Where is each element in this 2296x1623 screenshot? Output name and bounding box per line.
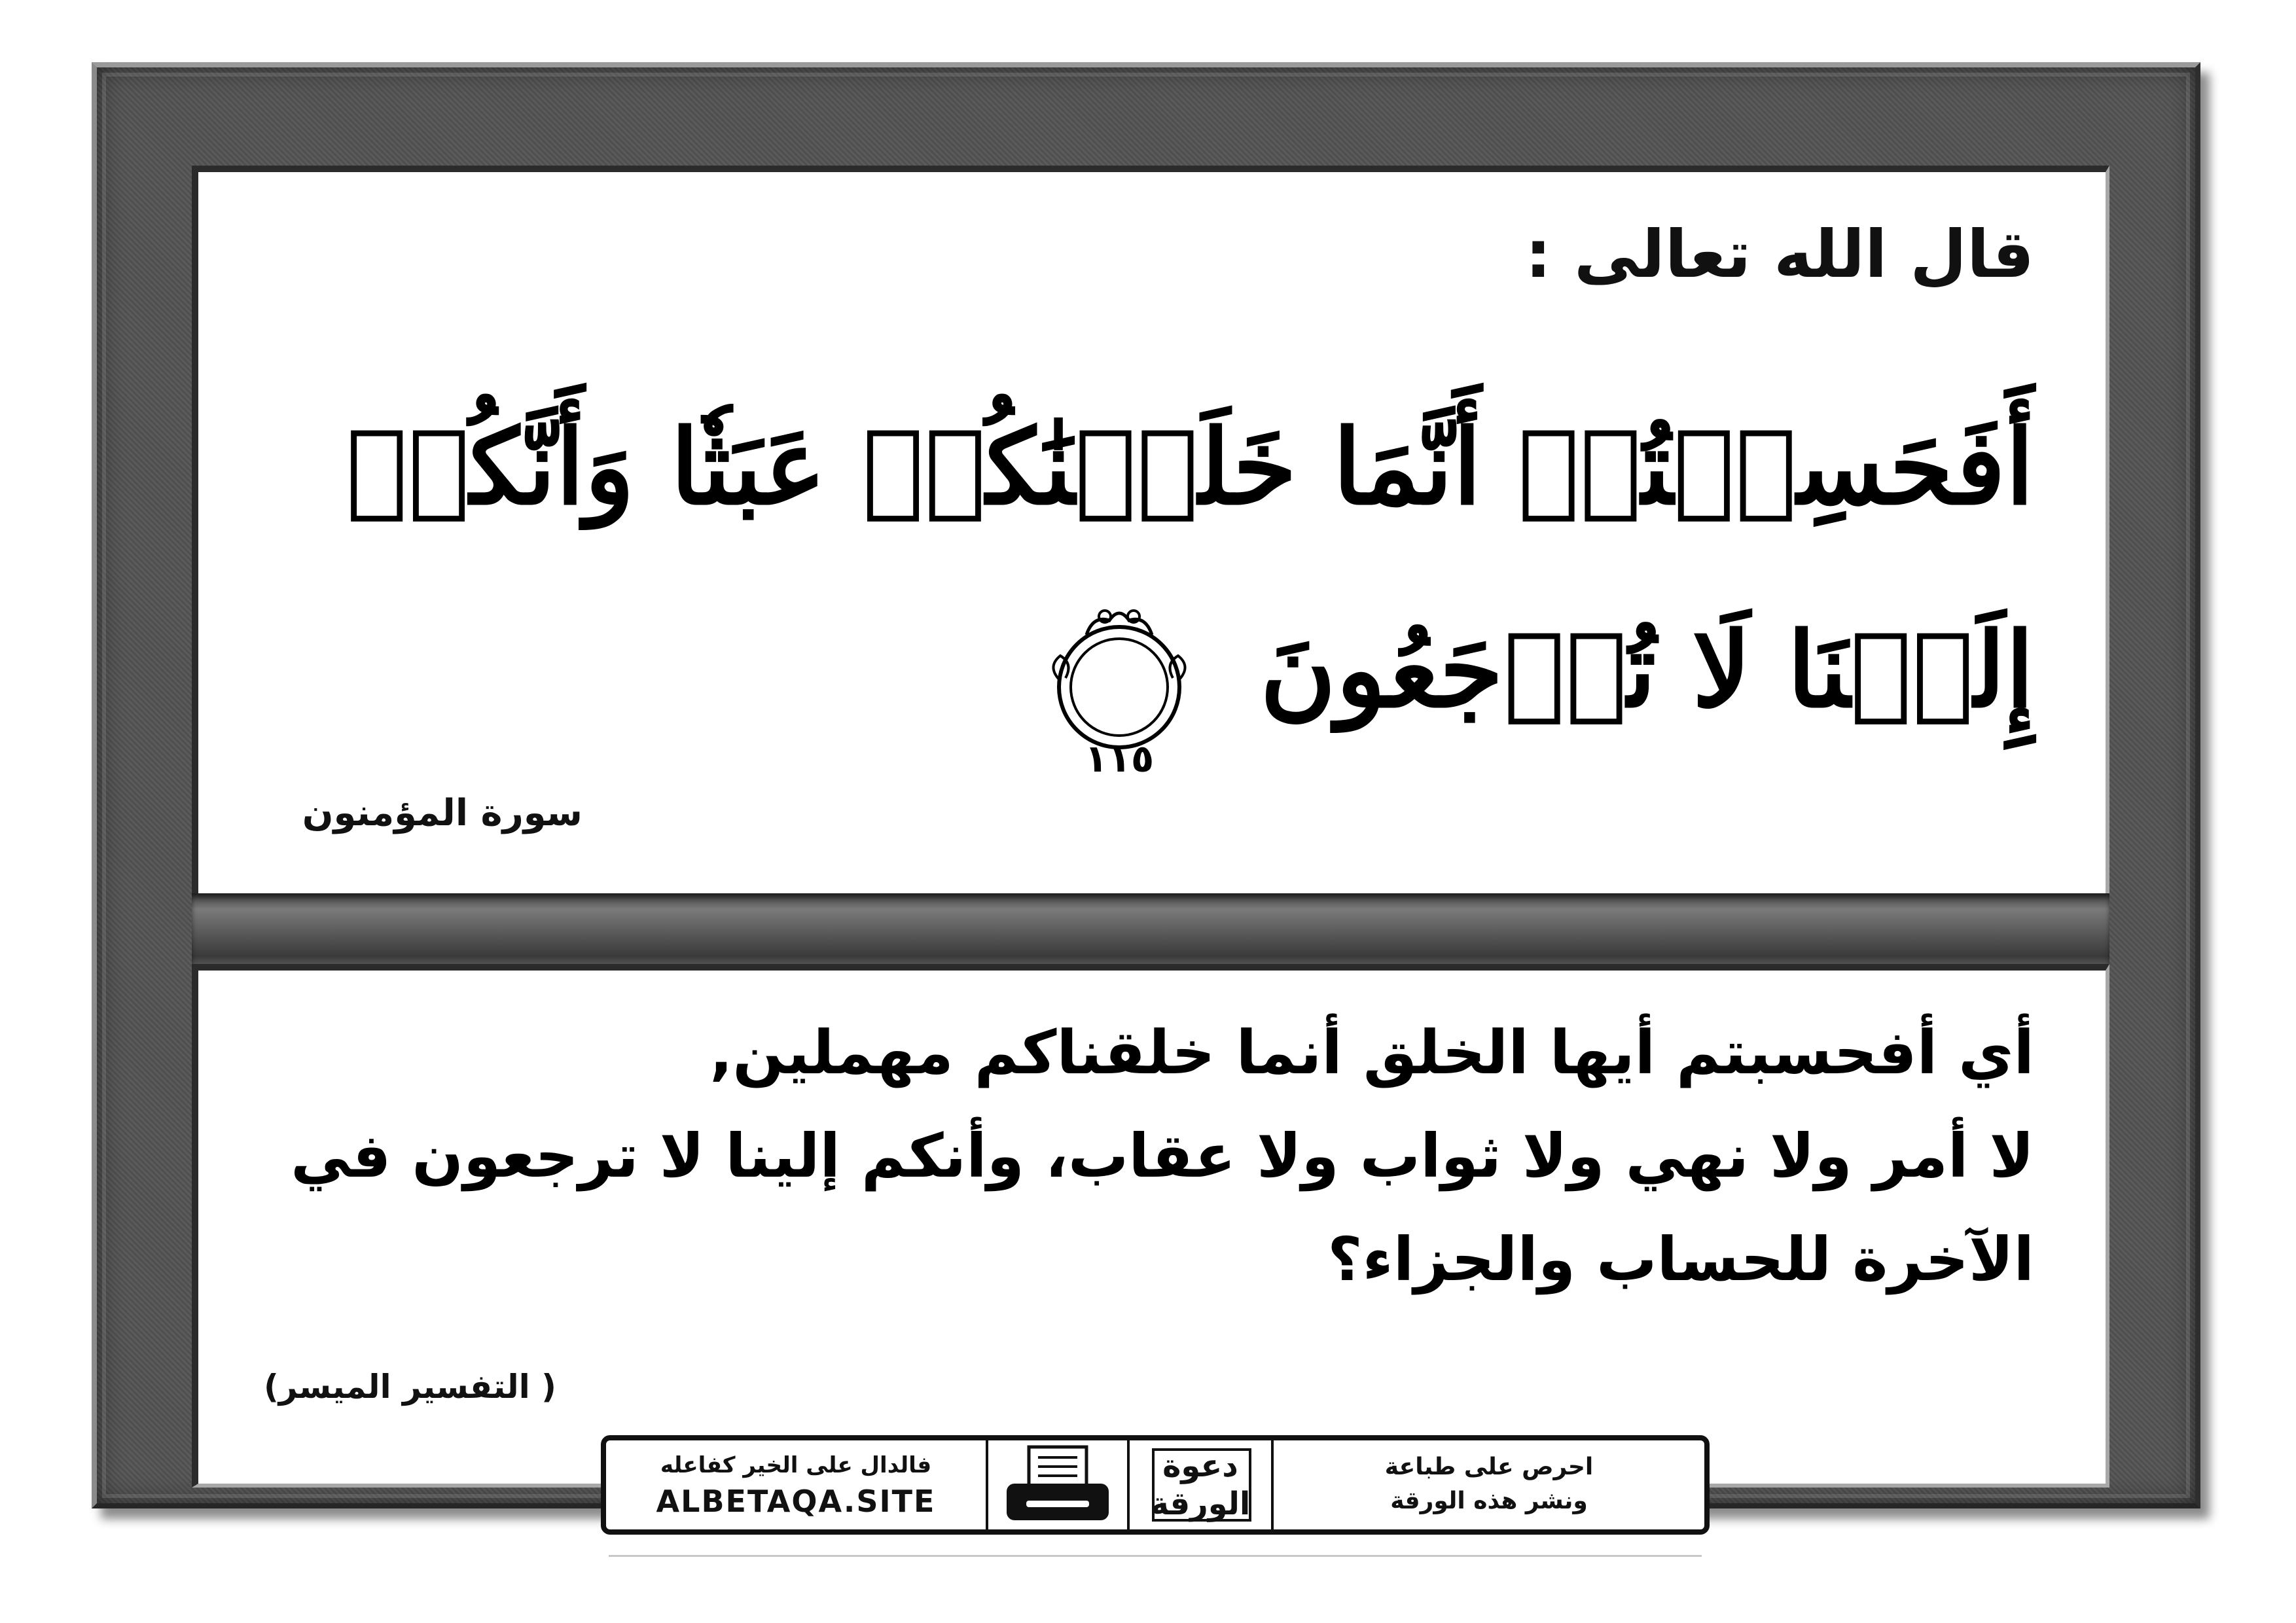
tafsir-text bbox=[249, 1001, 2034, 1311]
intro-heading: قال الله تعالى : bbox=[1525, 216, 2034, 293]
footer-logo-cell bbox=[1130, 1440, 1274, 1529]
logo bbox=[1130, 1447, 1271, 1523]
footer-banner bbox=[601, 1435, 1710, 1535]
footer-note-line-1: احرص على طباعة bbox=[1384, 1454, 1594, 1480]
quran-verse bbox=[268, 366, 2034, 781]
footer-note-cell bbox=[1274, 1440, 1704, 1529]
footer-note-line-2: ونشر هذه الورقة bbox=[1390, 1488, 1588, 1514]
verse-line-2-text: إِلَيۡنَا لَا تُرۡجَعُونَ bbox=[1260, 610, 2034, 731]
logo-line-1: دعوة bbox=[1162, 1448, 1238, 1484]
surah-name: سورة المؤمنون bbox=[302, 792, 583, 834]
footer-site-cell bbox=[606, 1440, 986, 1529]
logo-line-2: الورقة bbox=[1150, 1486, 1251, 1522]
tafsir-line-2: لا أمر ولا نهي ولا ثواب ولا عقاب، وأنكم إلينا لا ترجعون في bbox=[291, 1121, 2034, 1191]
printer-icon bbox=[988, 1440, 1127, 1529]
ayah-marker bbox=[1041, 601, 1198, 781]
tafsir-line-1: أي أفحسبتم أيها الخلق أنما خلقناكم مهملين, bbox=[709, 1018, 2034, 1088]
tafsir-source: ( التفسير الميسر) bbox=[263, 1368, 556, 1406]
footer-site-link[interactable]: ALBETAQA.SITE bbox=[656, 1484, 936, 1519]
frame-separator bbox=[192, 893, 2109, 972]
footer-printer-cell bbox=[986, 1440, 1130, 1529]
tafsir-line-3: الآخرة للحساب والجزاء؟ bbox=[1327, 1224, 2034, 1294]
ayah-number: ١١٥ bbox=[1085, 736, 1155, 781]
footer-slogan: فالدال على الخير كفاعله bbox=[660, 1452, 932, 1478]
verse-line-1: أَفَحَسِبۡتُمۡ أَنَّمَا خَلَقۡنَٰكُمۡ عَبَثٗا وَأَنَّكُمۡ bbox=[346, 407, 2034, 528]
verse-line-2 bbox=[268, 569, 2034, 781]
footer-divider bbox=[609, 1555, 1702, 1557]
